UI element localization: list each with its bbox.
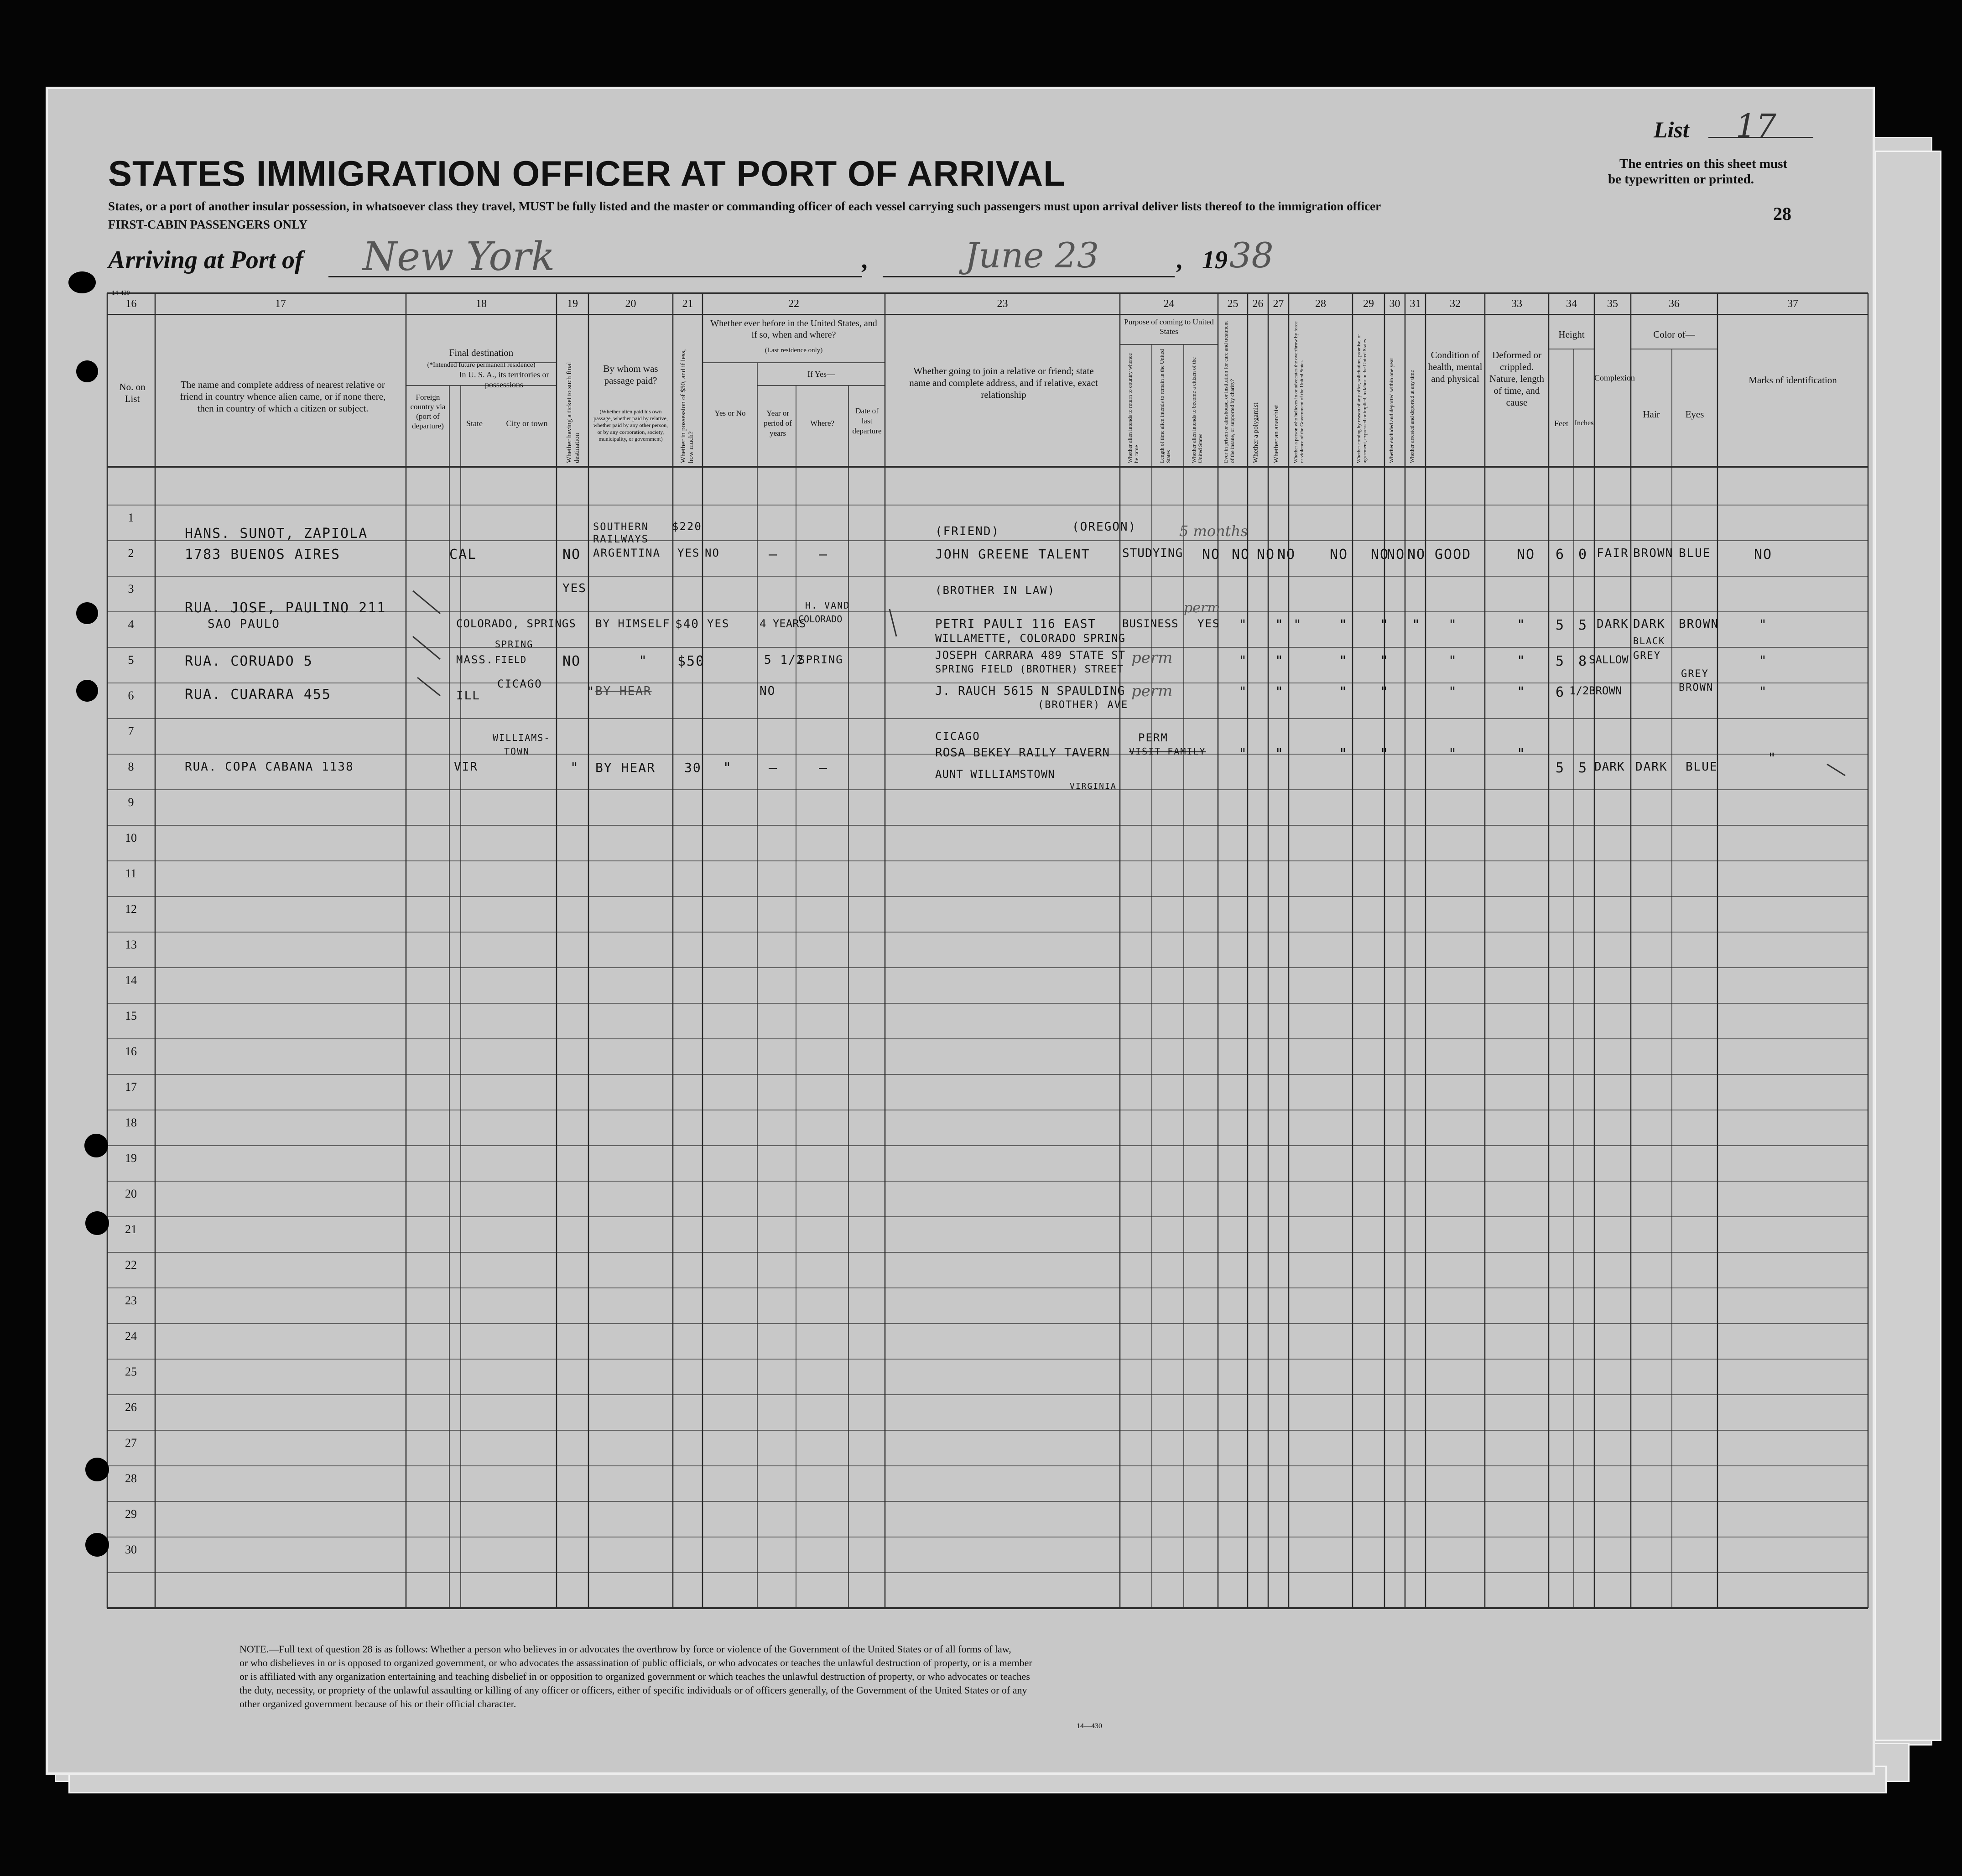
entry-text: SOUTHERN: [593, 521, 649, 533]
col33-header: Deformed or crippled. Nature, length of time, and cause: [1489, 349, 1545, 408]
comma-mark: ,: [1177, 246, 1183, 274]
entry-text: BROWN: [1679, 617, 1719, 631]
ditto-mark: ": [1275, 653, 1285, 669]
ditto-mark: ": [1412, 617, 1421, 633]
entry-text: NO: [1257, 547, 1275, 563]
entry-text: PETRI PAULI 116 EAST: [935, 617, 1097, 631]
col18-usa: In U. S. A., its territories or possessions: [459, 370, 549, 389]
ditto-mark: ": [1293, 617, 1303, 633]
row-number: 2: [128, 547, 134, 560]
entry-text: MASS.: [456, 653, 494, 666]
entry-text: perm: [1184, 600, 1220, 616]
arriving-label: Arriving at Port of: [108, 246, 303, 274]
note-line: —Full text of question 28 is as follows: Whether a person who believes in or advocates the overthrow by force or violence of the Government of the United States or of all forms of law,: [269, 1643, 1011, 1655]
ditto-mark: ": [1517, 653, 1526, 669]
entry-text: BLACK: [1633, 636, 1665, 646]
punch-hole: [68, 271, 96, 293]
entry-text: J. RAUCH 5615 N SPAULDING: [935, 684, 1125, 698]
row-number: 23: [125, 1294, 137, 1307]
ditto-mark: ": [1380, 684, 1390, 700]
entry-text: NO: [1387, 547, 1405, 563]
col30-header: Whether excluded and deported within one year: [1388, 358, 1395, 463]
list-number: 17: [1736, 107, 1777, 145]
col-num: 27: [1273, 298, 1284, 310]
form-code: 14-430: [112, 290, 130, 297]
note-line: or is affiliated with any organization entertaining and teaching disbelief in or opposition to organized government or which teaches the unlawful destruction of property, or who advocates or teaches: [239, 1671, 1030, 1682]
ditto-mark: ": [1759, 617, 1768, 633]
ditto-mark: ": [1239, 617, 1248, 633]
punch-hole: [76, 602, 98, 624]
col22-period: Year or period of years: [764, 409, 792, 438]
entry-text: —: [819, 760, 828, 776]
entry-text: NO: [1330, 547, 1348, 563]
col-num: 18: [476, 298, 487, 310]
col-num: 19: [567, 298, 578, 310]
ditto-mark: ": [723, 760, 733, 776]
col34-title: Height: [1558, 329, 1585, 340]
entry-text: AUNT WILLIAMSTOWN: [935, 768, 1055, 781]
check-marks: [48, 89, 1873, 819]
entry-text: SAO PAULO: [208, 617, 280, 631]
col-num: 20: [625, 298, 636, 310]
entry-text: 6: [1556, 547, 1565, 563]
row-number: 26: [125, 1401, 137, 1414]
entry-text: CICAGO: [497, 677, 542, 690]
entry-text: 5: [1578, 760, 1588, 776]
entry-text: COLORADO: [798, 614, 843, 625]
entry-text: $40: [675, 617, 699, 631]
entry-text: 5: [1578, 617, 1588, 633]
entry-text: —: [819, 547, 828, 563]
entry-text: VISIT FAMILY: [1129, 746, 1206, 757]
entry-text: BY HEAR: [595, 760, 656, 775]
col24-b: Length of time alien intends to remain in the United States: [1159, 349, 1171, 463]
col-num: 34: [1566, 298, 1577, 310]
entry-text: GREY: [1681, 668, 1709, 680]
col22-date: Date of last departure: [852, 406, 882, 435]
entry-text: 8: [1578, 653, 1588, 669]
entry-text: $50: [677, 653, 705, 669]
entry-text: 6: [1556, 684, 1565, 700]
note-line: other organized government because of his or their official character.: [239, 1698, 516, 1709]
entry-text: 5 months: [1179, 522, 1248, 540]
row-number: 24: [125, 1329, 137, 1343]
col-num: 35: [1607, 298, 1618, 310]
entry-text: YES: [562, 582, 587, 595]
entry-text: ROSA BEKEY RAILY TAVERN: [935, 746, 1110, 760]
manifest-sheet: [46, 87, 1875, 1775]
ditto-mark: ": [1239, 746, 1248, 762]
ditto-mark: ": [1275, 684, 1285, 700]
col-num: 29: [1363, 298, 1374, 310]
entry-text: CAL: [449, 547, 477, 563]
ditto-mark: ": [1339, 746, 1348, 762]
comma-mark: ,: [862, 246, 869, 274]
entry-text: NO: [1277, 547, 1296, 563]
entry-text: GOOD: [1435, 547, 1472, 563]
entry-text: BLUE: [1679, 547, 1711, 560]
ditto-mark: ": [586, 684, 596, 700]
ditto-mark: ": [1759, 684, 1768, 700]
ditto-mark: ": [1239, 684, 1248, 700]
row-number: 8: [128, 760, 134, 773]
entry-text: YES: [707, 617, 730, 630]
row-number: 7: [128, 724, 134, 738]
punch-hole: [76, 680, 98, 702]
entry-text: NO: [1754, 547, 1773, 563]
ditto-mark: ": [1517, 684, 1526, 700]
ditto-mark: ": [570, 760, 580, 776]
ditto-mark: ": [1380, 746, 1390, 762]
col32-header: Condition of health, mental and physical: [1428, 349, 1483, 384]
entry-text: RUA. COPA CABANA 1138: [185, 760, 354, 774]
page-title: STATES IMMIGRATION OFFICER AT PORT OF ARRIVAL: [108, 153, 1066, 193]
entry-text: VIR: [454, 760, 478, 774]
entry-text: DARK: [1633, 617, 1665, 631]
col36-title: Color of—: [1653, 329, 1695, 340]
row-number: 17: [125, 1080, 137, 1094]
row-number: 22: [125, 1258, 137, 1272]
col22-note: (Last residence only): [765, 347, 823, 354]
ditto-mark: ": [1448, 653, 1458, 669]
entry-text: NO: [705, 547, 720, 559]
row-number: 6: [128, 689, 134, 702]
ditto-mark: ": [1759, 653, 1768, 669]
col-num: 25: [1227, 298, 1239, 310]
entry-text: NO: [760, 684, 776, 698]
entry-text: WILLIAMS-: [493, 732, 551, 743]
entry-text: STUDYING: [1122, 547, 1183, 560]
col-num: 16: [125, 298, 137, 310]
col24-title: Purpose of coming to United States: [1124, 318, 1214, 336]
col-num: 32: [1450, 298, 1461, 310]
col-num: 17: [275, 298, 286, 310]
ditto-mark: ": [1448, 684, 1458, 700]
sheet-number: 28: [1773, 203, 1791, 224]
row-number: 13: [125, 938, 137, 951]
entry-text: perm: [1131, 649, 1173, 667]
entries-note-1: The entries on this sheet must: [1619, 156, 1788, 171]
entry-text: BROWN: [1679, 682, 1714, 693]
entry-text: H. VAND: [805, 600, 850, 611]
entry-text: SPRING FIELD (BROTHER) STREET: [935, 664, 1124, 675]
entry-text: BY HIMSELF: [595, 617, 671, 630]
punch-hole: [85, 1533, 109, 1557]
col-num: 33: [1511, 298, 1522, 310]
entry-text: JOSEPH CARRARA 489 STATE ST: [935, 649, 1126, 662]
col36-eyes: Eyes: [1685, 409, 1704, 420]
entry-text: perm: [1131, 682, 1173, 700]
col19-header: Whether having a ticket to such final destination: [566, 362, 581, 463]
row-number: 15: [125, 1009, 137, 1022]
col22-ifyes: If Yes—: [807, 370, 835, 379]
row-number: 19: [125, 1152, 137, 1165]
col-num: 23: [997, 298, 1008, 310]
footer-note: [239, 1642, 1699, 1711]
port-value: New York: [363, 234, 555, 280]
row-number: 20: [125, 1187, 137, 1200]
col23-header: Whether going to join a relative or friend; state name and complete address, and if relative, exact relationship: [909, 365, 1098, 400]
entry-text: (BROTHER) AVE: [1038, 699, 1129, 711]
ditto-mark: ": [1380, 617, 1390, 633]
ditto-mark: ": [1339, 684, 1348, 700]
entry-text: SPRING FIELD: [495, 639, 534, 665]
entry-text: RUA. JOSE, PAULINO 211: [185, 600, 386, 616]
row-number: 9: [128, 796, 134, 809]
entry-text: BUSINESS: [1122, 617, 1179, 630]
row-number: 21: [125, 1223, 137, 1236]
ditto-mark: ": [1275, 746, 1285, 762]
entry-text: 5 1/2: [764, 653, 805, 667]
entry-text: DARK: [1597, 617, 1629, 631]
year-suffix: 38: [1229, 235, 1274, 276]
col37-header: Marks of identification: [1749, 375, 1837, 386]
back-sheet: [1875, 151, 1941, 1741]
entry-text: NO: [1371, 547, 1390, 563]
entry-text: BROWN: [1633, 547, 1674, 560]
row-number: 3: [128, 582, 134, 595]
col36-hair: Hair: [1643, 409, 1660, 420]
entry-text: NO: [1517, 547, 1535, 563]
entry-text: SPRING: [798, 653, 843, 666]
ditto-mark: ": [1517, 746, 1526, 762]
entry-text: 5: [1556, 617, 1565, 633]
col-num: 31: [1410, 298, 1421, 310]
ditto-mark: ": [1339, 617, 1348, 633]
entry-text: —: [769, 547, 778, 563]
col18-city: City or town: [506, 419, 548, 428]
entry-text: RUA. CUARARA 455: [185, 687, 331, 703]
entry-text: NO: [1232, 547, 1250, 563]
row-number: 11: [125, 867, 137, 880]
subtitle: States, or a port of another insular possession, in whatsoever class they travel, MUST be fully listed and the master or commanding officer of each vessel carrying such passengers must upon arrival deliver lists thereof to the immigration officer: [108, 199, 1381, 213]
entry-text: FAIR: [1597, 547, 1629, 560]
col16-header: No. on List: [119, 381, 146, 404]
col31-header: Whether arrested and deported at any time: [1409, 370, 1415, 463]
note-line: or who disbelieves in or is opposed to organized government, or who advocates the assassination of public officials, or who advocates or teaches the unlawful destruction of property, or is a member: [239, 1657, 1032, 1668]
punch-hole: [84, 1134, 108, 1157]
ditto-mark: ": [1380, 653, 1390, 669]
entry-text: 4 YEARS: [760, 617, 806, 630]
entry-text: JOHN GREENE TALENT: [935, 547, 1090, 562]
entry-text: $220: [672, 520, 702, 533]
entry-text: PERM: [1138, 731, 1168, 744]
ditto-mark: ": [1339, 653, 1348, 669]
entry-text: YES: [1197, 617, 1220, 630]
row-number: 1: [128, 511, 134, 524]
entry-text: (BROTHER IN LAW): [935, 584, 1056, 597]
col29-header: Whether coming by reason of any offer, solicitation, promise, or agreement, expressed or implied, to labor in the United States: [1356, 334, 1368, 463]
row-number: 27: [125, 1436, 137, 1449]
row-number: 30: [125, 1543, 137, 1556]
ditto-mark: ": [1448, 617, 1458, 633]
entry-text: DARK: [1635, 760, 1668, 774]
col-num: 36: [1669, 298, 1680, 310]
col24-a: Whether alien intends to return to country whence he came: [1127, 353, 1140, 463]
entry-text: HANS. SUNOT, ZAPIOLA: [185, 526, 368, 542]
col18-state: State: [466, 419, 483, 428]
entry-text: WILLAMETTE, COLORADO SPRING: [935, 632, 1126, 645]
entry-text: ILL: [456, 689, 480, 703]
entry-text: 5: [1556, 653, 1565, 669]
entry-text: CICAGO: [935, 730, 980, 743]
entry-text: VIRGINIA: [1070, 782, 1117, 791]
col-num: 37: [1787, 298, 1798, 310]
row-number: 12: [125, 902, 137, 916]
punch-hole: [76, 360, 98, 382]
entry-text: ARGENTINA: [593, 547, 661, 559]
col25-header: Ever in prison or almshouse, or institution for care and treatment of the insane, or supported by charity?: [1223, 321, 1235, 463]
col-num: 30: [1389, 298, 1400, 310]
ditto-mark: ": [1239, 653, 1248, 669]
ditto-mark: ": [1275, 617, 1285, 633]
year-prefix: 19: [1202, 246, 1228, 274]
entry-text: COLORADO, SPRINGS: [456, 617, 576, 630]
entry-text: TOWN: [504, 746, 530, 757]
entry-text: 5: [1556, 760, 1565, 776]
col22-title: Whether ever before in the United States, and if so, when and where?: [710, 318, 877, 340]
entry-text: NO: [1202, 547, 1221, 563]
col35-header: Complexion: [1594, 373, 1635, 382]
col24-c: Whether alien intends to become a citizen of the United States: [1191, 357, 1203, 463]
entry-text: NO: [562, 547, 581, 563]
note-line: the duty, necessity, or propriety of the unlawful assaulting or killing of any officer or officers, either of specific individuals or of officers generally, of the Government of the United States or of any: [239, 1684, 1027, 1696]
footer-form-code: 14—430: [1077, 1722, 1102, 1730]
row-number: 16: [125, 1045, 137, 1058]
col-num: 21: [682, 298, 693, 310]
ditto-mark: ": [1448, 746, 1458, 762]
col18-foreign: Foreign country via (port of departure): [410, 393, 446, 430]
entry-text: SALLOW: [1589, 653, 1629, 666]
row-number: 29: [125, 1507, 137, 1521]
col-num: 28: [1315, 298, 1326, 310]
col28-header: Whether a person who believes in or advocates the overthrow by force or violence of the Government of the United States: [1293, 321, 1305, 463]
entry-text: NO: [562, 653, 581, 669]
entry-text: GREY: [1633, 650, 1661, 662]
row-number: 4: [128, 618, 134, 631]
row-number: 14: [125, 974, 137, 987]
col20-note: (Whether alien paid his own passage, whether paid by relative, whether paid by any other person, or by any corporation, society, municipality, or government): [593, 408, 668, 442]
cabin-class: FIRST-CABIN PASSENGERS ONLY: [108, 218, 308, 231]
ditto-mark: ": [1768, 750, 1777, 766]
col-num: 22: [788, 298, 799, 310]
entry-text: 1783 BUENOS AIRES: [185, 547, 341, 563]
col27-header: Whether an anarchist: [1273, 405, 1280, 463]
col17-header: The name and complete address of nearest relative or friend in country whence alien came, or if none there, then in country of which a citizen or subject.: [180, 379, 386, 414]
row-number: 10: [125, 831, 137, 844]
entry-text: RAILWAYS: [593, 534, 649, 545]
ditto-mark: ": [1517, 617, 1526, 633]
entry-text: DARK: [1594, 760, 1625, 774]
entry-text: NO: [1407, 547, 1426, 563]
col18-note: (*Intended future permanent residence): [427, 361, 536, 369]
col-num: 26: [1252, 298, 1264, 310]
col34-feet: Feet: [1554, 419, 1568, 428]
ditto-mark: ": [639, 653, 648, 669]
row-number: 28: [125, 1472, 137, 1485]
entry-text: (OREGON): [1072, 520, 1137, 534]
entry-text: —: [769, 760, 778, 776]
col18-group: Final destination: [449, 347, 514, 358]
col22-yesno: Yes or No: [714, 409, 746, 417]
entry-text: BROWN: [1589, 684, 1622, 697]
punch-hole: [85, 1211, 109, 1235]
punch-hole: [85, 1458, 109, 1481]
col20-title: By whom was passage paid?: [603, 363, 658, 386]
entry-text: 30: [684, 760, 702, 775]
col34-inches: Inches: [1574, 419, 1594, 427]
row-number: 5: [128, 653, 134, 667]
entry-text: BLUE: [1686, 760, 1718, 774]
entry-text: 1/2: [1569, 684, 1589, 697]
entries-note-2: be typewritten or printed.: [1608, 172, 1754, 187]
row-number: 25: [125, 1365, 137, 1378]
date-value: June 23: [965, 235, 1099, 276]
col21-header: Whether in possession of $50, and if less, how much?: [680, 349, 695, 463]
row-number: 18: [125, 1116, 137, 1129]
list-label: List: [1654, 117, 1689, 142]
entry-text: 0: [1578, 547, 1588, 563]
col22-where: Where?: [810, 419, 834, 427]
col-num: 24: [1163, 298, 1175, 310]
entry-text: BY HEAR: [595, 684, 652, 698]
note-label: NOTE.: [239, 1643, 269, 1655]
entry-text: RUA. CORUADO 5: [185, 653, 313, 669]
entry-text: (FRIEND): [935, 525, 1000, 538]
col26-header: Whether a polygamist: [1252, 402, 1259, 463]
entry-text: YES: [677, 547, 700, 559]
